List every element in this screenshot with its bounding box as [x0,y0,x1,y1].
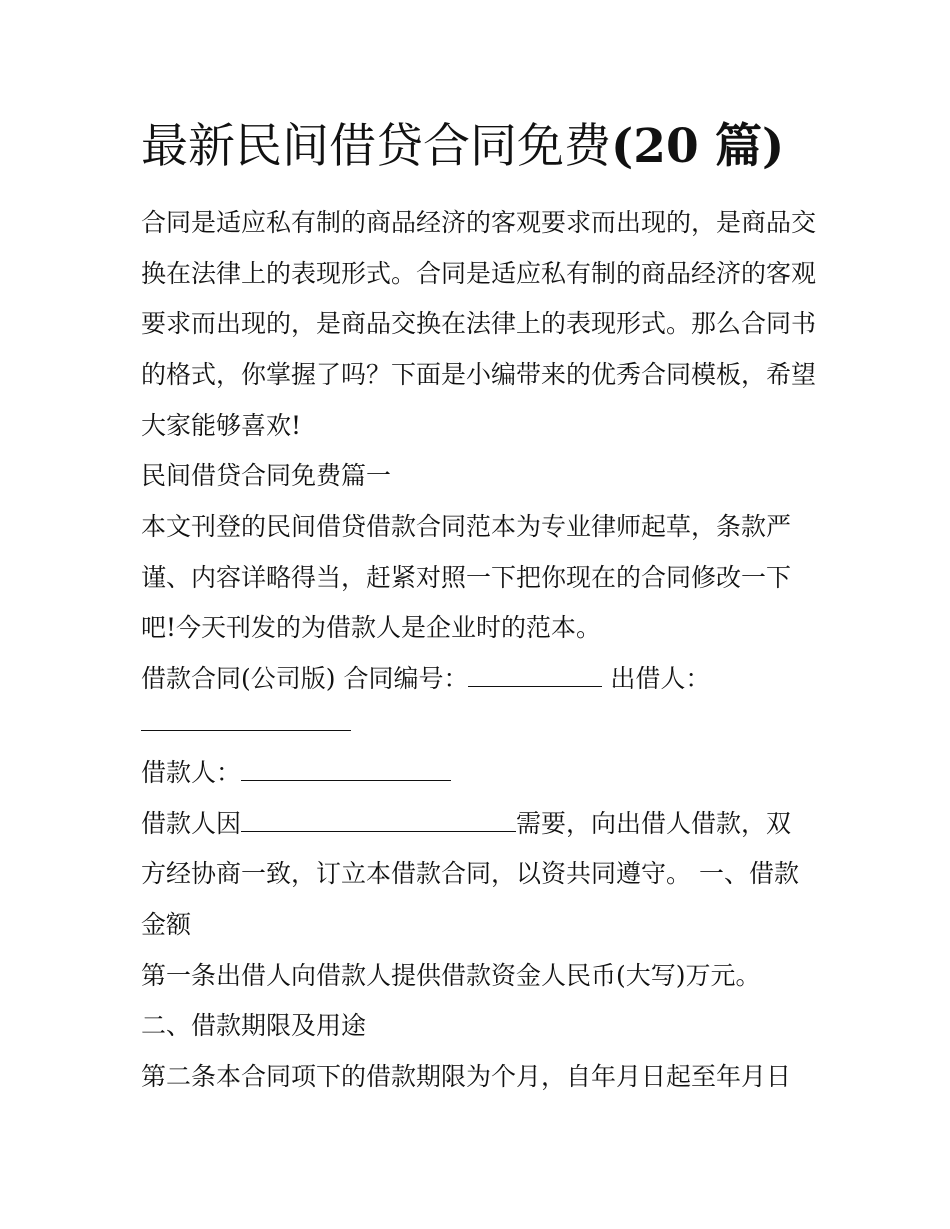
intro-line: 大家能够喜欢! [141,411,302,440]
contract-header-line [141,661,831,697]
purpose-line [141,806,831,842]
clause-line: 第二条本合同项下的借款期限为个月，自年月日起至年月日 [141,1062,792,1091]
purpose-blank[interactable] [241,807,516,832]
clause-line: 第一条出借人向借款人提供借款资金人民币(大写)万元。 [141,961,761,990]
borrower-blank[interactable] [241,756,451,781]
lender-label: 出借人： [610,664,711,693]
intro-line: 合同是适应私有制的商品经济的客观要求而出现的，是商品交 [141,208,817,237]
clause-heading: 二、借款期限及用途 [141,1011,367,1040]
contract-number-label: 借款合同(公司版) 合同编号： [141,664,469,693]
document-title [141,118,841,176]
contract-number-blank[interactable] [468,662,602,687]
borrower-line [141,755,831,791]
purpose-prefix: 借款人因 [141,809,242,838]
title-main: 最新民间借贷合同免费 [141,119,611,174]
purpose-suffix: 需要，向出借人借款，双 [516,809,792,838]
clause-line: 金额 [141,910,192,939]
body-line: 吧!今天刊发的为借款人是企业时的范本。 [141,613,602,642]
lender-blank[interactable] [141,706,351,731]
intro-line: 的格式，你掌握了吗？下面是小编带来的优秀合同模板，希望 [141,360,817,389]
clause-line: 方经协商一致，订立本借款合同，以资共同遵守。 一、借款 [141,859,799,888]
body-line: 本文刊登的民间借贷借款合同范本为专业律师起草，条款严 [141,512,792,541]
title-suffix: (20 篇) [611,119,785,174]
intro-line: 要求而出现的，是商品交换在法律上的表现形式。那么合同书 [141,309,817,338]
body-line: 谨、内容详略得当，赶紧对照一下把你现在的合同修改一下 [141,563,792,592]
intro-line: 换在法律上的表现形式。合同是适应私有制的商品经济的客观 [141,259,817,288]
lender-blank-line [141,705,831,741]
borrower-label: 借款人： [141,758,242,787]
section-heading: 民间借贷合同免费篇一 [141,461,392,490]
